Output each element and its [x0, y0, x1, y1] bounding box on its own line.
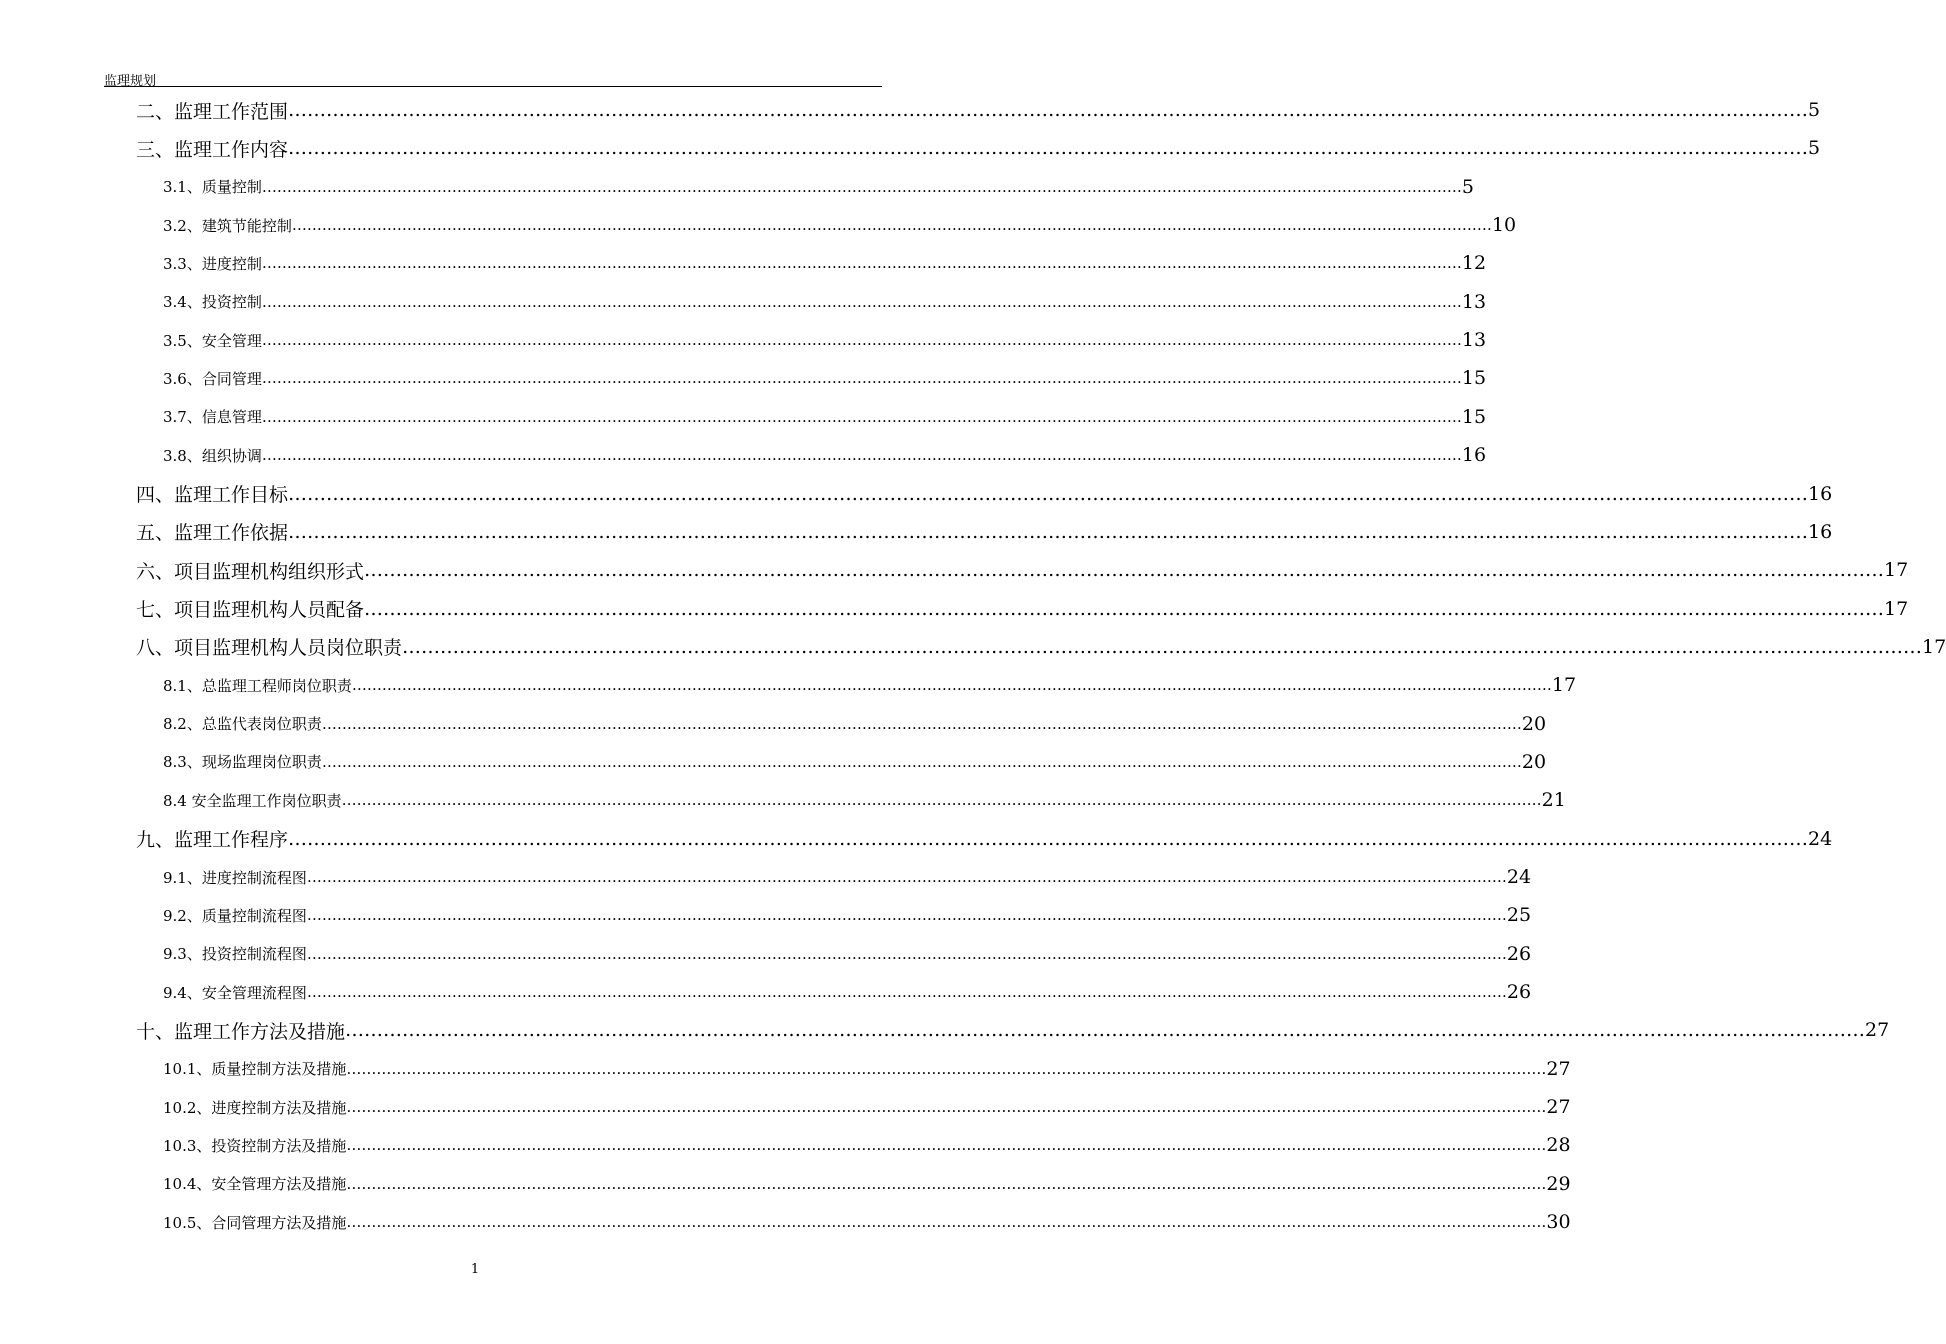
- toc-entry-page: 20: [1521, 712, 1547, 735]
- toc-entry-label: 五、监理工作依据: [136, 522, 289, 545]
- toc-entry-page: 13: [1461, 290, 1487, 313]
- toc-entry: [163, 900, 1532, 930]
- toc-entry-label: 10.4、安全管理方法及措施: [163, 1175, 347, 1194]
- toc-entry-page: 15: [1461, 367, 1487, 390]
- toc-entry-page: 27: [1865, 1019, 1890, 1042]
- toc-entry-page: 5: [1808, 137, 1821, 160]
- toc-entry-label: 3.4、投资控制: [163, 293, 262, 312]
- toc-leader-dots: ……………………………………………………………………………………………………………………………………………………………………………………………………………………: [345, 1019, 1866, 1042]
- toc-leader-dots: ……………………………………………………………………………………………………………………………………………………………………………………………………………………: [306, 944, 1507, 963]
- toc-leader-dots: ……………………………………………………………………………………………………………………………………………………………………………………………………………………: [288, 99, 1809, 121]
- toc-leader-dots: ……………………………………………………………………………………………………………………………………………………………………………………………………………………: [261, 292, 1462, 311]
- toc-entry-page: 16: [1808, 482, 1833, 505]
- toc-leader-dots: ……………………………………………………………………………………………………………………………………………………………………………………………………………………: [346, 1174, 1547, 1193]
- toc-entry: [163, 785, 1566, 815]
- toc-entry-page: 30: [1546, 1211, 1571, 1234]
- toc-entry-label: 七、项目监理机构人员配备: [136, 599, 365, 622]
- toc-entry-page: 26: [1506, 942, 1532, 965]
- toc-entry-label: 8.3、现场监理岗位职责: [163, 753, 322, 772]
- toc-leader-dots: ……………………………………………………………………………………………………………………………………………………………………………………………………………………: [261, 331, 1462, 350]
- toc-entry-label: 3.2、建筑节能控制: [163, 216, 292, 235]
- toc-entry-page: 15: [1461, 405, 1487, 428]
- toc-entry: [163, 1054, 1571, 1084]
- toc-entry-page: 24: [1506, 866, 1532, 888]
- toc-entry: [163, 1130, 1571, 1160]
- header-rule: [104, 86, 882, 87]
- toc-leader-dots: ……………………………………………………………………………………………………………………………………………………………………………………………………………………: [288, 827, 1809, 850]
- toc-entry-label: 10.1、质量控制方法及措施: [163, 1060, 347, 1079]
- toc-entry-label: 三、监理工作内容: [136, 138, 289, 161]
- toc-leader-dots: ……………………………………………………………………………………………………………………………………………………………………………………………………………………: [346, 1136, 1547, 1155]
- toc-entry-label: 3.6、合同管理: [163, 369, 262, 388]
- toc-leader-dots: ……………………………………………………………………………………………………………………………………………………………………………………………………………………: [364, 597, 1885, 620]
- toc-entry-label: 3.3、进度控制: [163, 254, 262, 273]
- toc-entry-page: 17: [1884, 559, 1909, 582]
- toc-entry-page: 25: [1506, 904, 1532, 927]
- toc-entry-page: 17: [1551, 674, 1577, 697]
- toc-entry-page: 16: [1461, 444, 1487, 467]
- toc-leader-dots: ……………………………………………………………………………………………………………………………………………………………………………………………………………………: [288, 482, 1809, 505]
- toc-entry-page: 27: [1546, 1096, 1571, 1119]
- toc-entry-label: 3.7、信息管理: [163, 408, 262, 427]
- toc-entry: [163, 1092, 1571, 1122]
- toc-entry: [136, 517, 1833, 547]
- toc-entry-label: 9.2、质量控制流程图: [163, 906, 307, 925]
- toc-entry-label: 3.8、组织协调: [163, 446, 262, 465]
- toc-leader-dots: ……………………………………………………………………………………………………………………………………………………………………………………………………………………: [261, 254, 1462, 273]
- toc-entry: [163, 210, 1517, 240]
- toc-entry: [163, 172, 1474, 202]
- toc-entry: [163, 325, 1487, 355]
- page-number: 1: [470, 1262, 480, 1277]
- toc-entry: [136, 824, 1833, 854]
- toc-leader-dots: ……………………………………………………………………………………………………………………………………………………………………………………………………………………: [321, 714, 1522, 733]
- toc-leader-dots: ……………………………………………………………………………………………………………………………………………………………………………………………………………………: [306, 868, 1507, 886]
- toc-entry: [163, 402, 1487, 432]
- toc-entry-label: 9.1、进度控制流程图: [163, 868, 307, 887]
- toc-entry: [163, 248, 1487, 278]
- toc-entry-label: 六、项目监理机构组织形式: [136, 560, 365, 583]
- toc-entry-page: 29: [1546, 1172, 1571, 1195]
- toc-leader-dots: ……………………………………………………………………………………………………………………………………………………………………………………………………………………: [364, 559, 1885, 582]
- toc-entry-page: 26: [1506, 981, 1532, 1004]
- toc-entry: [163, 977, 1532, 1007]
- toc-leader-dots: ……………………………………………………………………………………………………………………………………………………………………………………………………………………: [261, 177, 1462, 196]
- toc-leader-dots: ……………………………………………………………………………………………………………………………………………………………………………………………………………………: [346, 1098, 1547, 1117]
- toc-entry: [163, 939, 1532, 969]
- toc-entry-label: 9.4、安全管理流程图: [163, 983, 307, 1002]
- toc-entry-label: 3.1、质量控制: [163, 178, 262, 197]
- toc-entry-page: 24: [1808, 827, 1833, 850]
- toc-entry: [136, 133, 1821, 163]
- toc-entry: [136, 555, 1909, 585]
- toc-entry: [136, 95, 1821, 125]
- toc-entry-label: 四、监理工作目标: [136, 484, 289, 506]
- toc-leader-dots: ……………………………………………………………………………………………………………………………………………………………………………………………………………………: [261, 369, 1462, 388]
- toc-entry-label: 3.5、安全管理: [163, 331, 262, 350]
- toc-entry: [163, 363, 1487, 393]
- toc-entry-label: 10.3、投资控制方法及措施: [163, 1136, 347, 1155]
- toc-entry-page: 5: [1808, 99, 1821, 121]
- toc-leader-dots: ……………………………………………………………………………………………………………………………………………………………………………………………………………………: [306, 983, 1507, 1002]
- toc-entry-label: 8.1、总监理工程师岗位职责: [163, 676, 352, 695]
- toc-entry-page: 20: [1521, 750, 1547, 773]
- toc-leader-dots: ……………………………………………………………………………………………………………………………………………………………………………………………………………………: [288, 137, 1809, 160]
- toc-entry: [163, 1207, 1571, 1237]
- toc-entry: [163, 862, 1532, 892]
- toc-leader-dots: ……………………………………………………………………………………………………………………………………………………………………………………………………………………: [351, 676, 1552, 695]
- toc-entry-page: 13: [1461, 329, 1487, 352]
- toc-entry-label: 9.3、投资控制流程图: [163, 945, 307, 964]
- toc-leader-dots: ……………………………………………………………………………………………………………………………………………………………………………………………………………………: [261, 407, 1462, 426]
- toc-entry-page: 28: [1546, 1134, 1571, 1157]
- toc-leader-dots: ……………………………………………………………………………………………………………………………………………………………………………………………………………………: [341, 791, 1542, 810]
- toc-leader-dots: ……………………………………………………………………………………………………………………………………………………………………………………………………………………: [306, 906, 1507, 925]
- toc-entry-label: 二、监理工作范围: [136, 100, 289, 123]
- toc-entry-label: 8.2、总监代表岗位职责: [163, 715, 322, 734]
- toc-entry: [163, 670, 1577, 700]
- toc-entry-page: 12: [1461, 252, 1487, 275]
- toc-leader-dots: ……………………………………………………………………………………………………………………………………………………………………………………………………………………: [402, 635, 1923, 658]
- toc-entry-page: 17: [1922, 635, 1946, 658]
- toc-entry-page: 16: [1808, 520, 1833, 543]
- toc-entry-page: 17: [1884, 597, 1909, 620]
- toc-entry-label: 十、监理工作方法及措施: [136, 1020, 346, 1043]
- toc-entry: [136, 1015, 1890, 1045]
- toc-entry: [163, 709, 1547, 739]
- page-header-title: 监理规划: [104, 74, 157, 89]
- toc-entry: [136, 479, 1833, 509]
- toc-entry-label: 八、项目监理机构人员岗位职责: [136, 637, 403, 660]
- toc-entry: [163, 747, 1547, 777]
- toc-leader-dots: ……………………………………………………………………………………………………………………………………………………………………………………………………………………: [321, 752, 1522, 771]
- toc-entry: [136, 594, 1909, 624]
- toc-leader-dots: ……………………………………………………………………………………………………………………………………………………………………………………………………………………: [261, 446, 1462, 465]
- toc-entry-label: 九、监理工作程序: [136, 829, 289, 852]
- toc-leader-dots: ……………………………………………………………………………………………………………………………………………………………………………………………………………………: [346, 1213, 1547, 1232]
- toc-entry-label: 10.2、进度控制方法及措施: [163, 1098, 347, 1117]
- toc-leader-dots: ……………………………………………………………………………………………………………………………………………………………………………………………………………………: [288, 520, 1809, 543]
- toc-entry: [163, 287, 1487, 317]
- toc-leader-dots: ……………………………………………………………………………………………………………………………………………………………………………………………………………………: [346, 1059, 1547, 1078]
- toc-entry-page: 5: [1461, 175, 1474, 198]
- toc-entry: [136, 632, 1946, 662]
- toc-entry: [163, 440, 1487, 470]
- toc-leader-dots: ……………………………………………………………………………………………………………………………………………………………………………………………………………………: [291, 216, 1492, 235]
- toc-entry-page: 21: [1541, 789, 1566, 812]
- toc-entry: [163, 1169, 1571, 1199]
- toc-entry-page: 27: [1546, 1057, 1571, 1080]
- toc-entry-page: 10: [1491, 214, 1517, 237]
- toc-entry-label: 8.4 安全监理工作岗位职责: [163, 791, 342, 810]
- toc-entry-label: 10.5、合同管理方法及措施: [163, 1213, 347, 1232]
